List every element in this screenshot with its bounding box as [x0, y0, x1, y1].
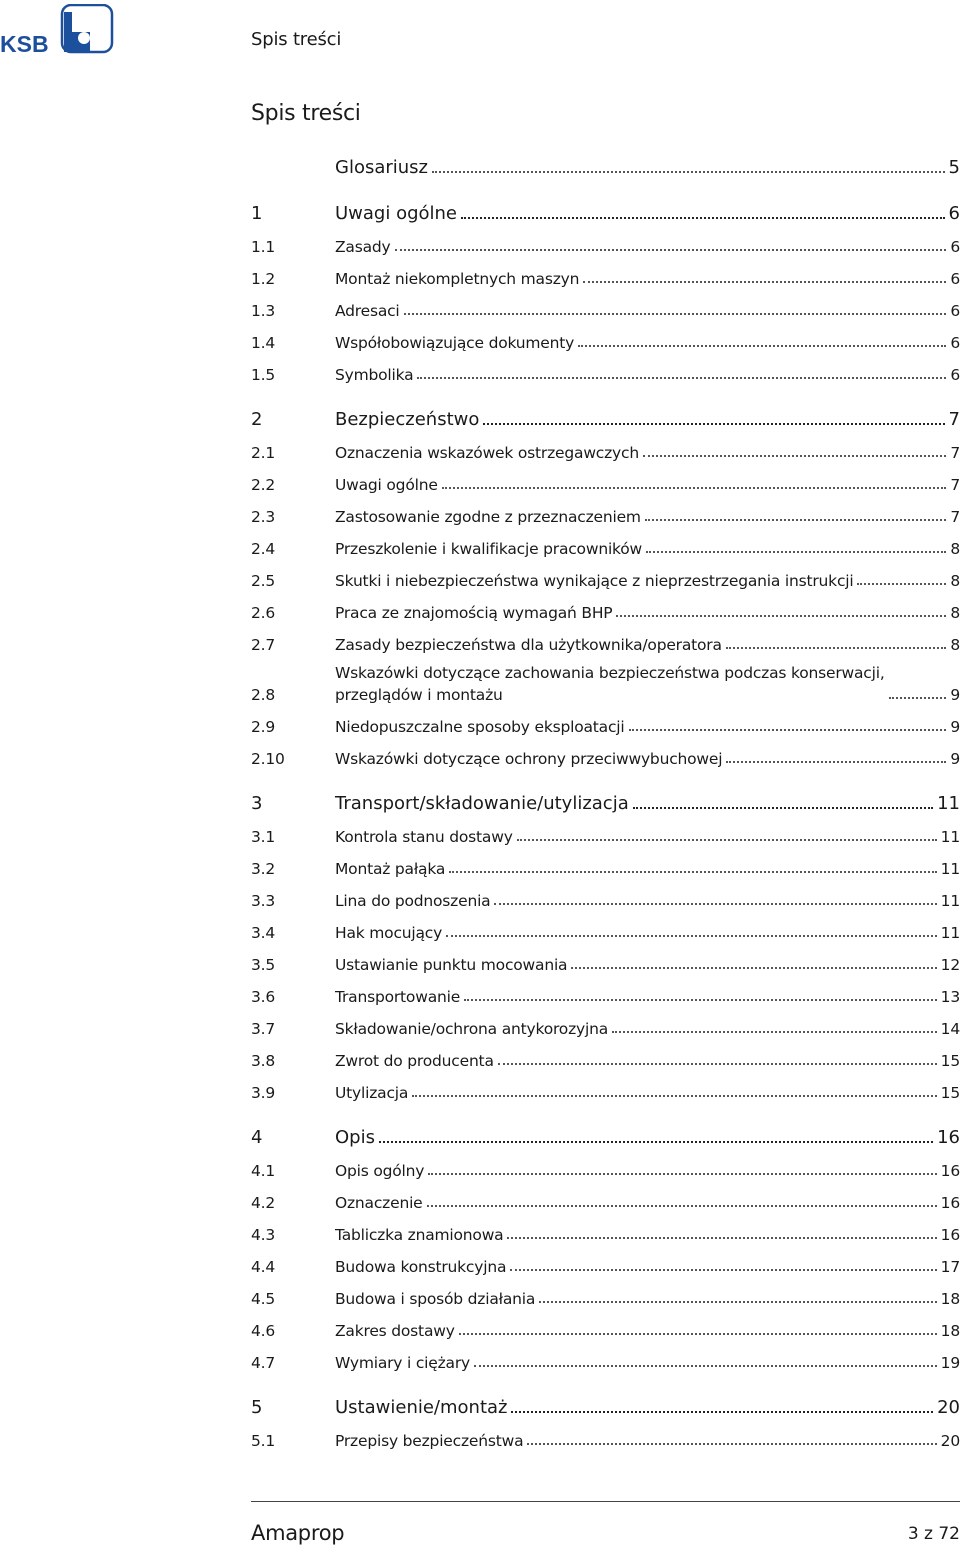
toc-entry-number: 4.2: [251, 1194, 276, 1212]
toc-entry-number: 3.2: [251, 860, 276, 878]
toc-entry-label: Symbolika: [335, 366, 414, 384]
toc-chapter-entry[interactable]: [251, 787, 960, 820]
toc-entry-label: Transport/składowanie/utylizacja: [335, 793, 629, 814]
toc-entry[interactable]: [251, 1424, 960, 1456]
toc-entry-label: Montaż pałąka: [335, 860, 446, 878]
toc-entry[interactable]: [251, 500, 960, 532]
dot-leader: [643, 455, 946, 457]
toc-entry-page: 16: [940, 1226, 960, 1244]
toc-entry[interactable]: [251, 468, 960, 500]
toc-entry-number: 2.8: [251, 686, 276, 704]
toc-entry-label: Zasady: [335, 238, 391, 256]
toc-entry-page: 8: [950, 540, 960, 558]
toc-section-3: [251, 787, 960, 1108]
toc-entry-page: 20: [940, 1432, 960, 1450]
logo-wordmark: KSB: [0, 31, 49, 54]
toc-entry-label: Zakres dostawy: [335, 1322, 455, 1340]
toc-entry-label: Wymiary i ciężary: [335, 1354, 470, 1372]
toc-entry[interactable]: [251, 710, 960, 742]
toc-chapter-entry[interactable]: [251, 1121, 960, 1154]
toc-entry[interactable]: [251, 1154, 960, 1186]
toc-entry-label: Budowa i sposób działania: [335, 1290, 536, 1308]
toc-entry[interactable]: [251, 564, 960, 596]
dot-leader: [616, 615, 946, 617]
toc-entry-label: Współobowiązujące dokumenty: [335, 334, 575, 352]
toc-entry-page: 6: [950, 366, 960, 384]
toc-entry[interactable]: [251, 1282, 960, 1314]
toc-entry-page: 9: [950, 686, 960, 704]
toc-entry[interactable]: [251, 532, 960, 564]
toc-entry-page: 15: [940, 1052, 960, 1070]
dot-leader: [428, 1173, 936, 1175]
toc-entry-label: Wskazówki dotyczące ochrony przeciwwybuchowej: [335, 750, 723, 768]
dot-leader: [517, 839, 937, 841]
toc-entry-number: 3.4: [251, 924, 276, 942]
toc-entry-page: 6: [950, 334, 960, 352]
dot-leader: [404, 313, 947, 315]
toc-entry-number: 4.1: [251, 1162, 276, 1180]
toc-entry-number: 2.3: [251, 508, 276, 526]
toc-entry[interactable]: [251, 1076, 960, 1108]
toc-entry-page: 15: [940, 1084, 960, 1102]
toc-entry-page: 7: [950, 508, 960, 526]
toc-entry-page: 12: [940, 956, 960, 974]
toc-entry-page: 11: [940, 924, 960, 942]
toc-entry-number: 2.2: [251, 476, 276, 494]
dot-leader: [726, 647, 947, 649]
dot-leader: [412, 1095, 937, 1097]
toc-entry-number: 2.10: [251, 750, 285, 768]
toc-entry-page: 6: [950, 238, 960, 256]
toc-entry-page: 8: [950, 604, 960, 622]
toc-entry-page: 6: [948, 203, 960, 224]
toc-entry-label: Skutki i niebezpieczeństwa wynikające z nieprzestrzegania instrukcji: [335, 572, 854, 590]
toc-entry-number: 4: [251, 1127, 263, 1148]
toc-entry[interactable]: [251, 1346, 960, 1378]
toc-entry[interactable]: [251, 326, 960, 358]
toc-entry[interactable]: [251, 884, 960, 916]
toc-entry-label: Zwrot do producenta: [335, 1052, 494, 1070]
toc-entry-number: [251, 178, 335, 184]
toc-entry-number: 2.6: [251, 604, 276, 622]
dot-leader: [726, 761, 946, 763]
dot-leader: [459, 1333, 937, 1335]
dot-leader: [427, 1205, 937, 1207]
dot-leader: [442, 487, 947, 489]
dot-leader: [483, 423, 944, 425]
dot-leader: [889, 697, 947, 699]
toc-entry-label: Uwagi ogólne: [335, 203, 458, 224]
toc-entry[interactable]: [251, 1186, 960, 1218]
toc-entry-page: 7: [948, 409, 960, 430]
toc-entry[interactable]: [251, 294, 960, 326]
toc-entry-label: Adresaci: [335, 302, 400, 320]
toc-entry-number: 1.5: [251, 366, 276, 384]
dot-leader: [446, 935, 937, 937]
toc-entry-number: 3.5: [251, 956, 276, 974]
dot-leader: [417, 377, 946, 379]
toc-entry-number: 1.2: [251, 270, 276, 288]
toc-entry-page: 11: [940, 860, 960, 878]
toc-chapter-entry[interactable]: [251, 403, 960, 436]
toc-entry-label: Ustawianie punktu mocowania: [335, 956, 568, 974]
toc-entry-page: 20: [937, 1397, 960, 1418]
toc-entry-number: 3: [251, 793, 263, 814]
toc-entry-page: 5: [948, 157, 960, 178]
toc-entry-page: 7: [950, 476, 960, 494]
toc-entry-label-line1: Wskazówki dotyczące zachowania bezpieczeństwa podczas konserwacji,: [335, 664, 885, 682]
toc-entry-label: Przeszkolenie i kwalifikacje pracowników: [335, 540, 643, 558]
toc-entry-page: 13: [940, 988, 960, 1006]
toc-entry-number: 5: [251, 1397, 263, 1418]
toc-entry-page: 6: [950, 270, 960, 288]
toc-entry[interactable]: [251, 596, 960, 628]
dot-leader: [474, 1365, 937, 1367]
toc-entry-number: 5.1: [251, 1432, 276, 1450]
toc-entry-page: 6: [950, 302, 960, 320]
dot-leader: [633, 807, 933, 809]
toc-entry-label: Utylizacja: [335, 1084, 409, 1102]
toc-entry[interactable]: [251, 262, 960, 294]
toc-entry-label: Opis ogólny: [335, 1162, 425, 1180]
dot-leader: [432, 171, 945, 173]
toc-entry[interactable]: [251, 1044, 960, 1076]
toc-entry-page: 19: [940, 1354, 960, 1372]
toc-entry-number: 2: [251, 409, 263, 430]
toc-section-4: [251, 1121, 960, 1378]
dot-leader: [511, 1411, 933, 1413]
toc-entry-label: Kontrola stanu dostawy: [335, 828, 513, 846]
toc-entry[interactable]: [251, 1218, 960, 1250]
toc-entry[interactable]: [251, 436, 960, 468]
toc-entry[interactable]: [251, 852, 960, 884]
toc-entry-page: 18: [940, 1322, 960, 1340]
toc-entry-number: 2.7: [251, 636, 276, 654]
toc-entry-label: Zastosowanie zgodne z przeznaczeniem: [335, 508, 641, 526]
toc-entry-label: Opis: [335, 1127, 375, 1148]
toc-entry-number: 3.6: [251, 988, 276, 1006]
dot-leader: [857, 583, 946, 585]
toc-chapter-entry[interactable]: [251, 197, 960, 230]
dot-leader: [578, 345, 946, 347]
toc-entry-label: Składowanie/ochrona antykorozyjna: [335, 1020, 609, 1038]
toc-entry-page: 16: [940, 1194, 960, 1212]
toc-entry-number: 3.9: [251, 1084, 276, 1102]
footer-divider: [251, 1501, 960, 1502]
dot-leader: [612, 1031, 937, 1033]
toc-entry-label: Glosariusz: [335, 157, 429, 178]
toc-entry-number: 2.4: [251, 540, 276, 558]
toc-entry-page: 9: [950, 718, 960, 736]
dot-leader: [539, 1301, 937, 1303]
toc-entry-number: 3.8: [251, 1052, 276, 1070]
toc-entry-number: 4.3: [251, 1226, 276, 1244]
ksb-logo: [0, 4, 114, 54]
dot-leader: [571, 967, 936, 969]
toc-entry-number: 3.7: [251, 1020, 276, 1038]
toc-entry[interactable]: [251, 742, 960, 774]
toc-entry[interactable]: [251, 230, 960, 262]
toc-entry-label: Bezpieczeństwo: [335, 409, 480, 430]
footer-page-number: 3 z 72: [907, 1524, 960, 1544]
toc-entry-number: 1: [251, 203, 263, 224]
toc-entry-label: Niedopuszczalne sposoby eksploatacji: [335, 718, 625, 736]
toc-entry-page: 11: [940, 828, 960, 846]
toc-entry-label: Uwagi ogólne: [335, 476, 438, 494]
toc-entry-glossary[interactable]: [251, 150, 960, 184]
toc-entry-number: 1.4: [251, 334, 276, 352]
toc-entry-page: 7: [950, 444, 960, 462]
toc-entry-label: Budowa konstrukcyjna: [335, 1258, 507, 1276]
toc-entry-label: Lina do podnoszenia: [335, 892, 491, 910]
toc-entry-page: 16: [940, 1162, 960, 1180]
toc-entry[interactable]: [251, 948, 960, 980]
dot-leader: [510, 1269, 936, 1271]
toc-entry-number: 3.1: [251, 828, 276, 846]
toc-entry-number: 3.3: [251, 892, 276, 910]
dot-leader: [583, 281, 946, 283]
toc-entry-page: 11: [940, 892, 960, 910]
table-of-contents: [251, 150, 960, 1469]
dot-leader: [646, 551, 946, 553]
dot-leader: [395, 249, 947, 251]
toc-entry-label: Przepisy bezpieczeństwa: [335, 1432, 524, 1450]
toc-section-5: [251, 1391, 960, 1456]
toc-section-2: [251, 403, 960, 774]
toc-entry-page: 14: [940, 1020, 960, 1038]
toc-entry-page: 17: [940, 1258, 960, 1276]
dot-leader: [498, 1063, 937, 1065]
toc-section-1: [251, 197, 960, 390]
header-title: Spis treści: [251, 29, 342, 50]
toc-entry-page: 8: [950, 636, 960, 654]
toc-entry[interactable]: [251, 358, 960, 390]
toc-entry[interactable]: [251, 916, 960, 948]
toc-entry-number: 4.4: [251, 1258, 276, 1276]
dot-leader: [507, 1237, 936, 1239]
toc-entry-label: Tabliczka znamionowa: [335, 1226, 504, 1244]
toc-entry-page: 16: [937, 1127, 960, 1148]
page-title: Spis treści: [251, 101, 361, 126]
toc-entry-page: 9: [950, 750, 960, 768]
toc-entry-page: 11: [937, 793, 960, 814]
toc-entry-number: 2.9: [251, 718, 276, 736]
toc-entry-number: 1.3: [251, 302, 276, 320]
dot-leader: [527, 1443, 936, 1445]
toc-entry-label: Oznaczenie: [335, 1194, 423, 1212]
dot-leader: [449, 871, 937, 873]
toc-entry-label: Praca ze znajomością wymagań BHP: [335, 604, 613, 622]
dot-leader: [464, 999, 937, 1001]
dot-leader: [494, 903, 936, 905]
dot-leader: [461, 217, 945, 219]
toc-entry-number: 4.5: [251, 1290, 276, 1308]
toc-entry-number: 4.7: [251, 1354, 276, 1372]
toc-entry[interactable]: [251, 1250, 960, 1282]
toc-entry-label: Transportowanie: [335, 988, 461, 1006]
toc-entry[interactable]: [251, 660, 960, 710]
toc-entry-page: 8: [950, 572, 960, 590]
toc-sections: [251, 197, 960, 1456]
footer-product-name: Amaprop: [251, 1521, 345, 1545]
toc-entry[interactable]: [251, 980, 960, 1012]
toc-entry-label: Ustawienie/montaż: [335, 1397, 508, 1418]
toc-entry-number: 4.6: [251, 1322, 276, 1340]
dot-leader: [645, 519, 947, 521]
toc-entry-number: 2.5: [251, 572, 276, 590]
toc-entry-number: 1.1: [251, 238, 276, 256]
toc-entry[interactable]: [251, 820, 960, 852]
toc-entry[interactable]: [251, 628, 960, 660]
toc-entry-number: 2.1: [251, 444, 276, 462]
toc-entry-label: Hak mocujący: [335, 924, 443, 942]
toc-entry-label: Oznaczenia wskazówek ostrzegawczych: [335, 444, 639, 462]
toc-entry-page: 18: [940, 1290, 960, 1308]
toc-entry[interactable]: [251, 1314, 960, 1346]
toc-chapter-entry[interactable]: [251, 1391, 960, 1424]
toc-entry-label-line2: przeglądów i montażu: [335, 686, 503, 704]
toc-glossary-section: [251, 150, 960, 184]
toc-entry-label: [335, 664, 885, 710]
toc-entry[interactable]: [251, 1012, 960, 1044]
dot-leader: [379, 1141, 933, 1143]
toc-entry-label: Zasady bezpieczeństwa dla użytkownika/operatora: [335, 636, 722, 654]
toc-entry-label: Montaż niekompletnych maszyn: [335, 270, 580, 288]
dot-leader: [629, 729, 947, 731]
